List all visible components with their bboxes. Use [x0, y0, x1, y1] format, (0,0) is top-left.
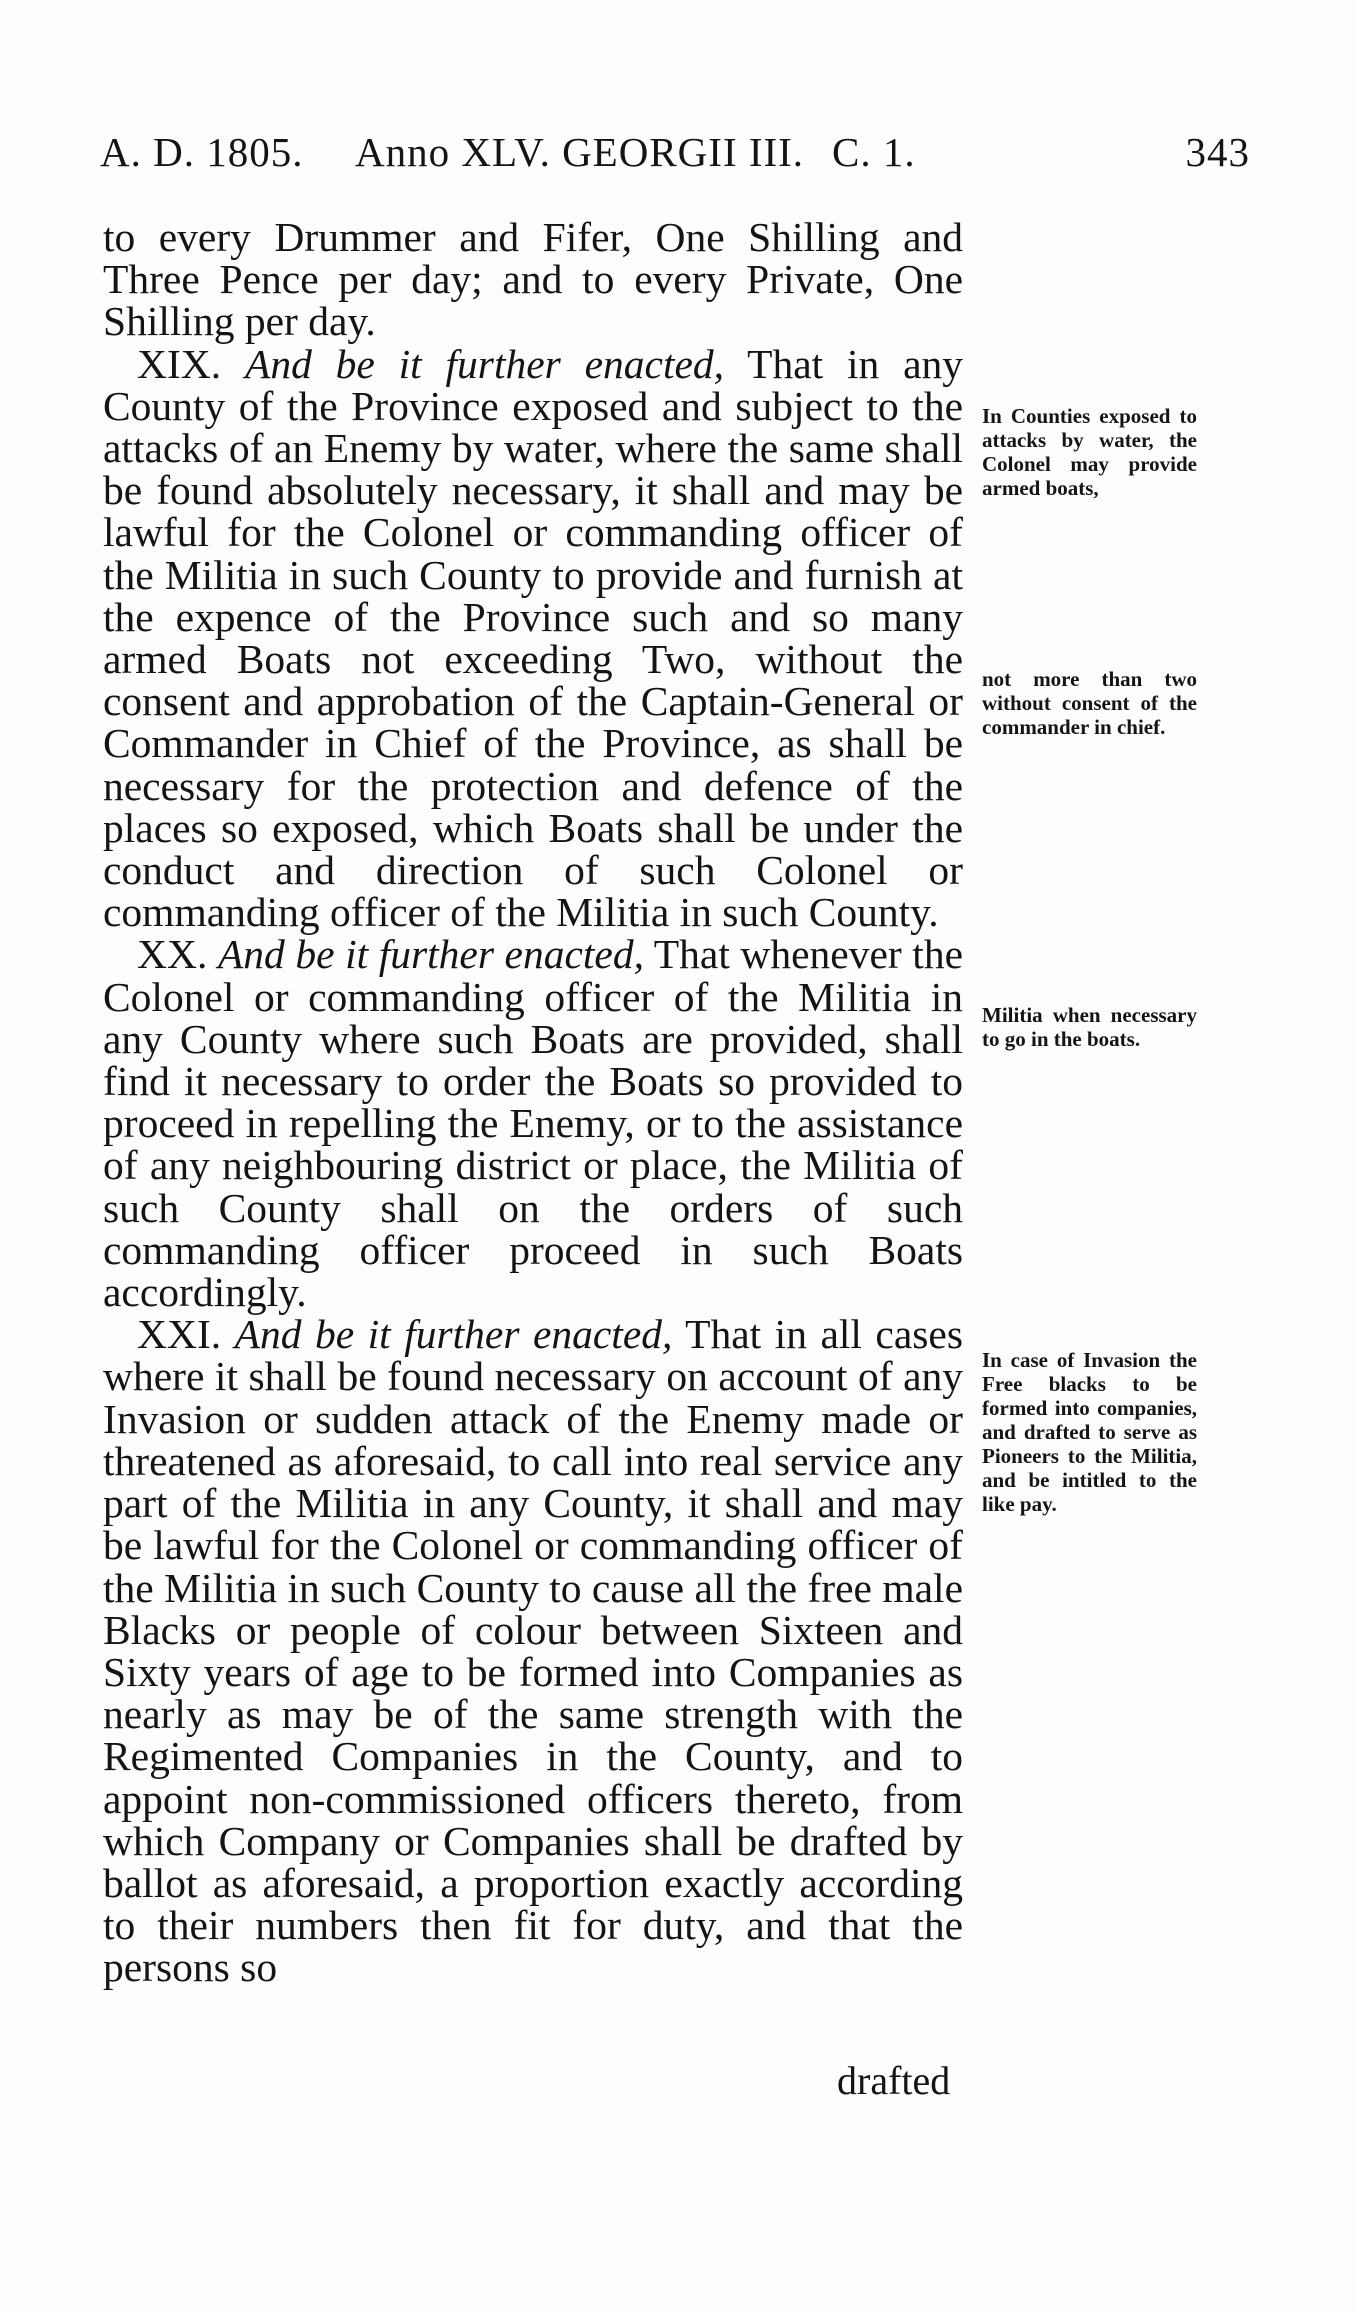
running-header	[100, 128, 1250, 178]
enacting-clause: And be it further enacted,	[234, 1311, 673, 1358]
header-chapter: C. 1.	[832, 129, 916, 175]
section-text: That in any County of the Province exposed and subject to the attacks of an Enemy by water, where the same shall be found absolutely necessary, it shall and may be lawful for the Colonel or commanding officer of the Militia in such County to provide and furnish at the expence of the Province such and so many armed Boats not exceeding Two, without the consent and approbation of the Captain-General or Commander in Chief of the Province, as shall be necessary for the protection and defence of the places so exposed, which Boats shall be under the conduct and direction of such Colonel or commanding officer of the Militia in such County.	[103, 340, 963, 936]
page-number: 343	[1185, 129, 1250, 175]
catchword: drafted	[837, 2058, 951, 2103]
margin-note-armed-boats: In Counties exposed to attacks by water, the Colonel may provide armed boats,	[982, 404, 1197, 500]
enacting-clause: And be it further enacted,	[244, 340, 725, 387]
statute-text	[103, 216, 963, 1989]
header-year: A. D. 1805.	[100, 129, 304, 175]
section-number: XIX.	[137, 340, 222, 387]
section-text: That whenever the Colonel or commanding officer of the Militia in any County where such Boats are provided, shall find it necessary to order the Boats so provided to proceed in repelling the Enemy, or to the assistance of any neighbouring district or place, the Militia of such County shall on the orders of such commanding officer proceed in such Boats accordingly.	[103, 931, 963, 1316]
section-xx	[103, 931, 963, 1316]
section-number: XXI.	[137, 1311, 222, 1358]
enacting-clause: And be it further enacted,	[217, 931, 644, 978]
margin-note-militia-boats: Militia when necessary to go in the boats.	[982, 1003, 1197, 1051]
section-xix	[103, 340, 963, 936]
margin-note-consent: not more than two without consent of the commander in chief.	[982, 667, 1197, 739]
opening-paragraph: to every Drummer and Fifer, One Shilling and Three Pence per day; and to every Private, One Shilling per day.	[103, 214, 963, 345]
section-text: That in all cases where it shall be found necessary on account of any Invasion or sudden attack of the Enemy made or threatened as aforesaid, to call into real service any part of the Militia in any County, it shall and may be lawful for the Colonel or commanding officer of the Militia in such County to cause all the free male Blacks or people of colour between Sixteen and Sixty years of age to be formed into Companies as nearly as may be of the same strength with the Regimented Companies in the County, and to appoint non-commissioned officers thereto, from which Company or Companies shall be drafted by ballot as aforesaid, a proportion exactly according to their numbers then fit for duty, and that the persons so	[103, 1311, 963, 1991]
margin-note-invasion: In case of Invasion the Free blacks to be formed into companies, and drafted to serve as Pioneers to the Militia, and be intitled to the like pay.	[982, 1348, 1197, 1516]
section-number: XX.	[137, 931, 208, 978]
header-title: Anno XLV. GEORGII III.	[355, 129, 805, 175]
section-xxi	[103, 1311, 963, 1991]
